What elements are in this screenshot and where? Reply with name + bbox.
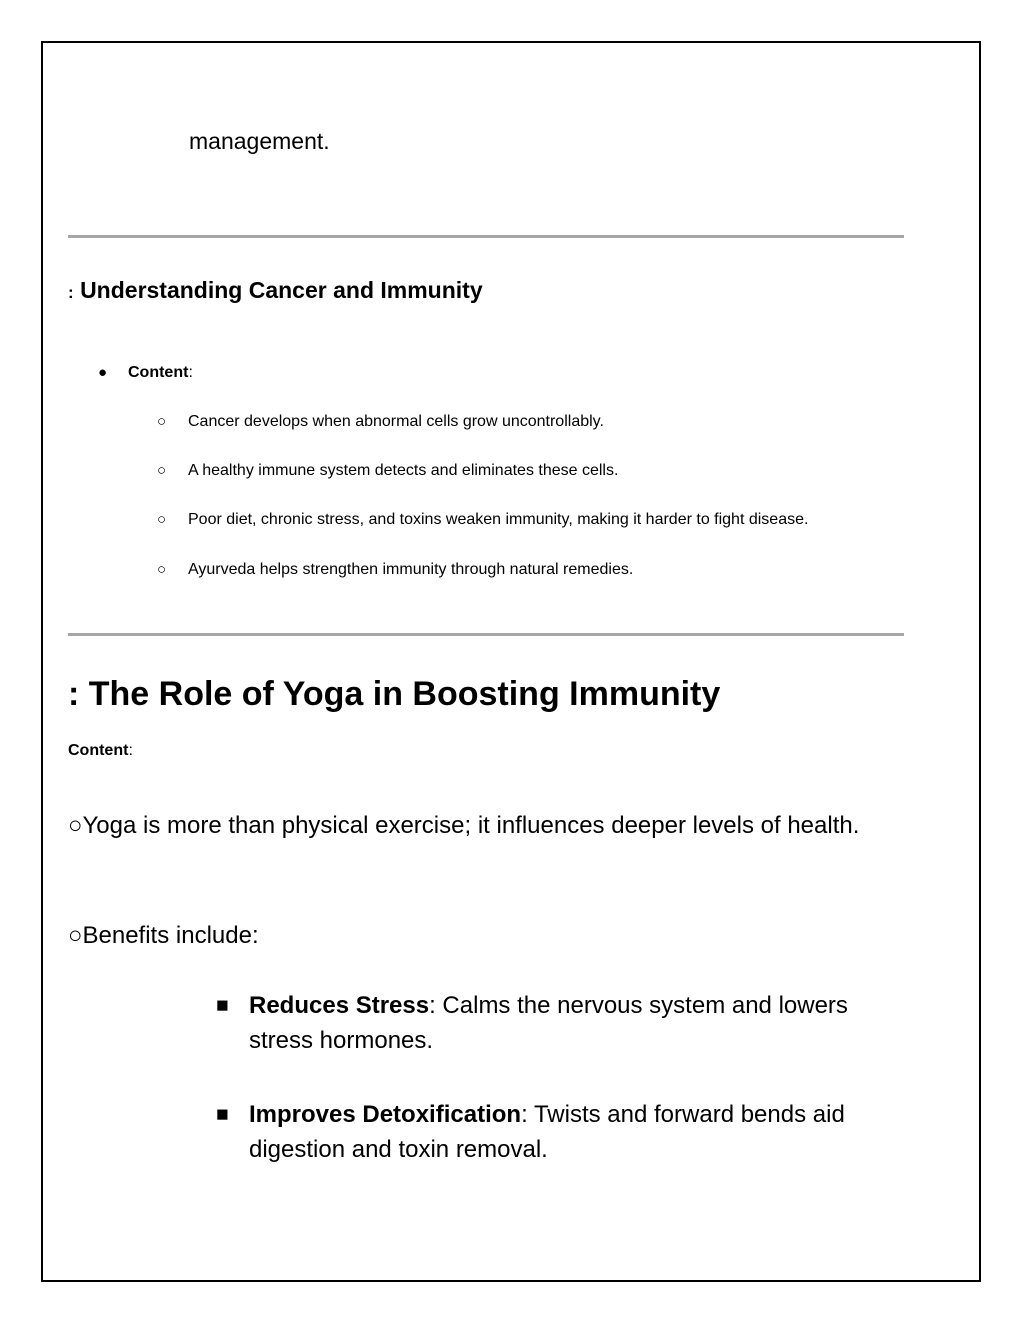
sub-bullet-2: ○: [157, 462, 167, 479]
continuation-text: management.: [189, 128, 330, 154]
sub-bullet-3: ○: [157, 511, 167, 528]
divider-middle: [68, 633, 904, 636]
list-item: Cancer develops when abnormal cells grow uncontrollably.: [188, 413, 604, 430]
section1-title: Understanding Cancer and Immunity: [80, 277, 483, 303]
yoga-paragraph: ○Yoga is more than physical exercise; it influences deeper levels of health.: [68, 812, 860, 839]
benefit-reduces-stress: Reduces Stress: Calms the nervous system and lowers stress hormones.: [249, 992, 848, 1054]
list-item: Poor diet, chronic stress, and toxins weaken immunity, making it harder to fight disease.: [188, 511, 809, 528]
bullet-dot: ●: [98, 364, 108, 381]
section2-content-label: Content:: [68, 742, 133, 759]
section1-content-label: Content:: [128, 364, 193, 381]
sub-bullet-1: ○: [157, 413, 167, 430]
list-item: Ayurveda helps strengthen immunity through natural remedies.: [188, 561, 634, 578]
benefit-improves-detoxification: Improves Detoxification: Twists and forward bends aid digestion and toxin removal.: [249, 1101, 845, 1163]
section1-prefix: :: [68, 283, 74, 302]
page-frame: [41, 41, 981, 1282]
square-bullet-2: ■: [216, 1103, 229, 1126]
divider-top: [68, 235, 904, 238]
list-item: A healthy immune system detects and eliminates these cells.: [188, 462, 619, 479]
benefits-intro: ○Benefits include:: [68, 922, 259, 949]
sub-bullet-4: ○: [157, 561, 167, 578]
section2-title: : The Role of Yoga in Boosting Immunity: [68, 675, 721, 713]
square-bullet-1: ■: [216, 994, 229, 1017]
section1-heading: [68, 276, 483, 307]
